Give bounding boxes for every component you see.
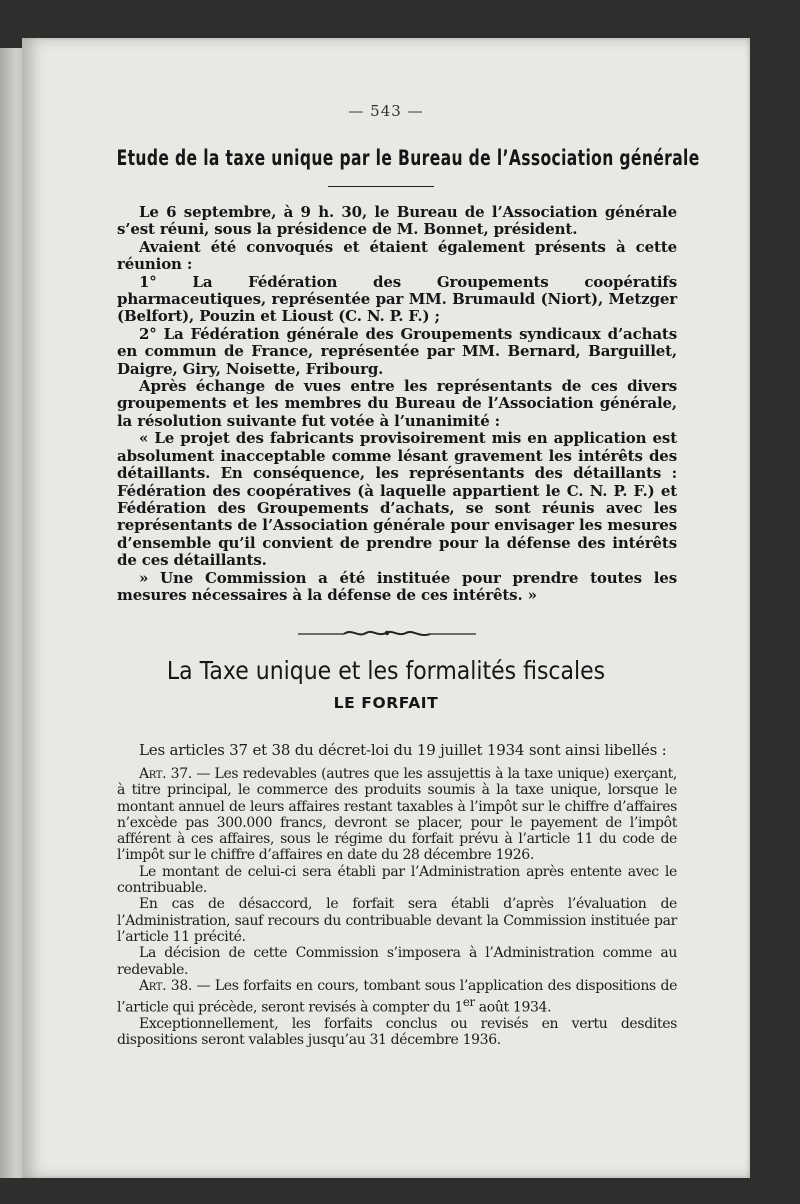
paragraph: « Le projet des fabricants provisoirement mis en application est absolument inacceptable comme lésant gravement les intérêts des détaillants. En conséquence, les représentants des détaillants : Fédération des coopératives (à laquelle appartient le C. N. P. F.) et Fédération des Groupements d’achats, se sont réunis avec les représentants de l’Association générale pour envisager les mesures d’ensemble qu’il convient de prendre pour la défense des intérêts de ces détaillants. <box>117 429 677 570</box>
paragraph: » Une Commission a été instituée pour prendre toutes les mesures nécessaires à la défense de ces intérêts. » <box>117 568 677 604</box>
section2-title: La Taxe unique et les formalités fiscales <box>166 656 606 685</box>
paragraph: Exceptionnellement, les forfaits conclus ou revisés en vertu desdites dispositions seront valables jusqu’au 31 décembre 1936. <box>117 1016 677 1049</box>
title-rule <box>328 186 434 187</box>
section1-title: Etude de la taxe unique par le Bureau de l’Association générale <box>116 146 700 170</box>
article-38-text: — Les forfaits en cours, tombant sous l’application des dispositions de l’article qui précède, seront revisés à compter du 1 <box>117 977 677 1016</box>
page-number: — 543 — <box>348 102 424 120</box>
paragraph: Avaient été convoqués et étaient également présents à cette réunion : <box>117 237 677 274</box>
document-page <box>22 38 750 1178</box>
article-37-text: — Les redevables (autres que les assujettis à la taxe unique) exerçant, à titre principal, le commerce des produits soumis à la taxe unique, lorsque le montant annuel de leurs affaires restant taxables à l’impôt sur le chiffre d’affaires n’excède pas 300.000 francs, devront se placer, pour le payement de l’impôt afférent à ces affaires, sous le régime du forfait prévu à l’article 11 du code de l’impôt sur le chiffre d’affaires en date du 28 décembre 1926. <box>117 766 677 864</box>
article-37-label: Art. 37. <box>139 766 192 782</box>
section2-body <box>117 740 677 1049</box>
paragraph: Après échange de vues entre les représentants de ces divers groupements et les membres du Bureau de l’Association générale, la résolution suivante fut votée à l’unanimité : <box>117 377 677 430</box>
paragraph: 2° La Fédération générale des Groupements syndicaux d’achats en commun de France, représentée par MM. Bernard, Barguillet, Daigre, Giry, Noisette, Fribourg. <box>117 324 677 378</box>
section2-subtitle: LE FORFAIT <box>333 694 439 712</box>
article-38-label: Art. 38. <box>139 977 192 994</box>
section1-body <box>117 204 677 604</box>
article-38 <box>117 978 677 1016</box>
paragraph: En cas de désaccord, le forfait sera établi d’après l’évaluation de l’Administration, sauf recours du contribuable devant la Commission instituée par l’article 11 précité. <box>117 896 677 945</box>
intro-paragraph: Les articles 37 et 38 du décret-loi du 19 juillet 1934 sont ainsi libellés : <box>139 741 667 759</box>
paragraph: La décision de cette Commission s’imposera à l’Administration comme au redevable. <box>117 945 677 978</box>
article-38-text-end: août 1934. <box>474 999 552 1016</box>
ornament-divider <box>298 626 476 640</box>
superscript: er <box>462 995 475 1010</box>
paragraph: Le montant de celui-ci sera établi par l’Administration après entente avec le contribuable. <box>117 863 677 897</box>
article-37 <box>117 766 677 864</box>
paragraph: Le 6 septembre, à 9 h. 30, le Bureau de l’Association générale s’est réuni, sous la présidence de M. Bonnet, président. <box>117 203 677 239</box>
paragraph: 1° La Fédération des Groupements coopératifs pharmaceutiques, représentée par MM. Brumauld (Niort), Metzger (Belfort), Pouzin et Lioust (C. N. P. F.) ; <box>117 272 677 326</box>
